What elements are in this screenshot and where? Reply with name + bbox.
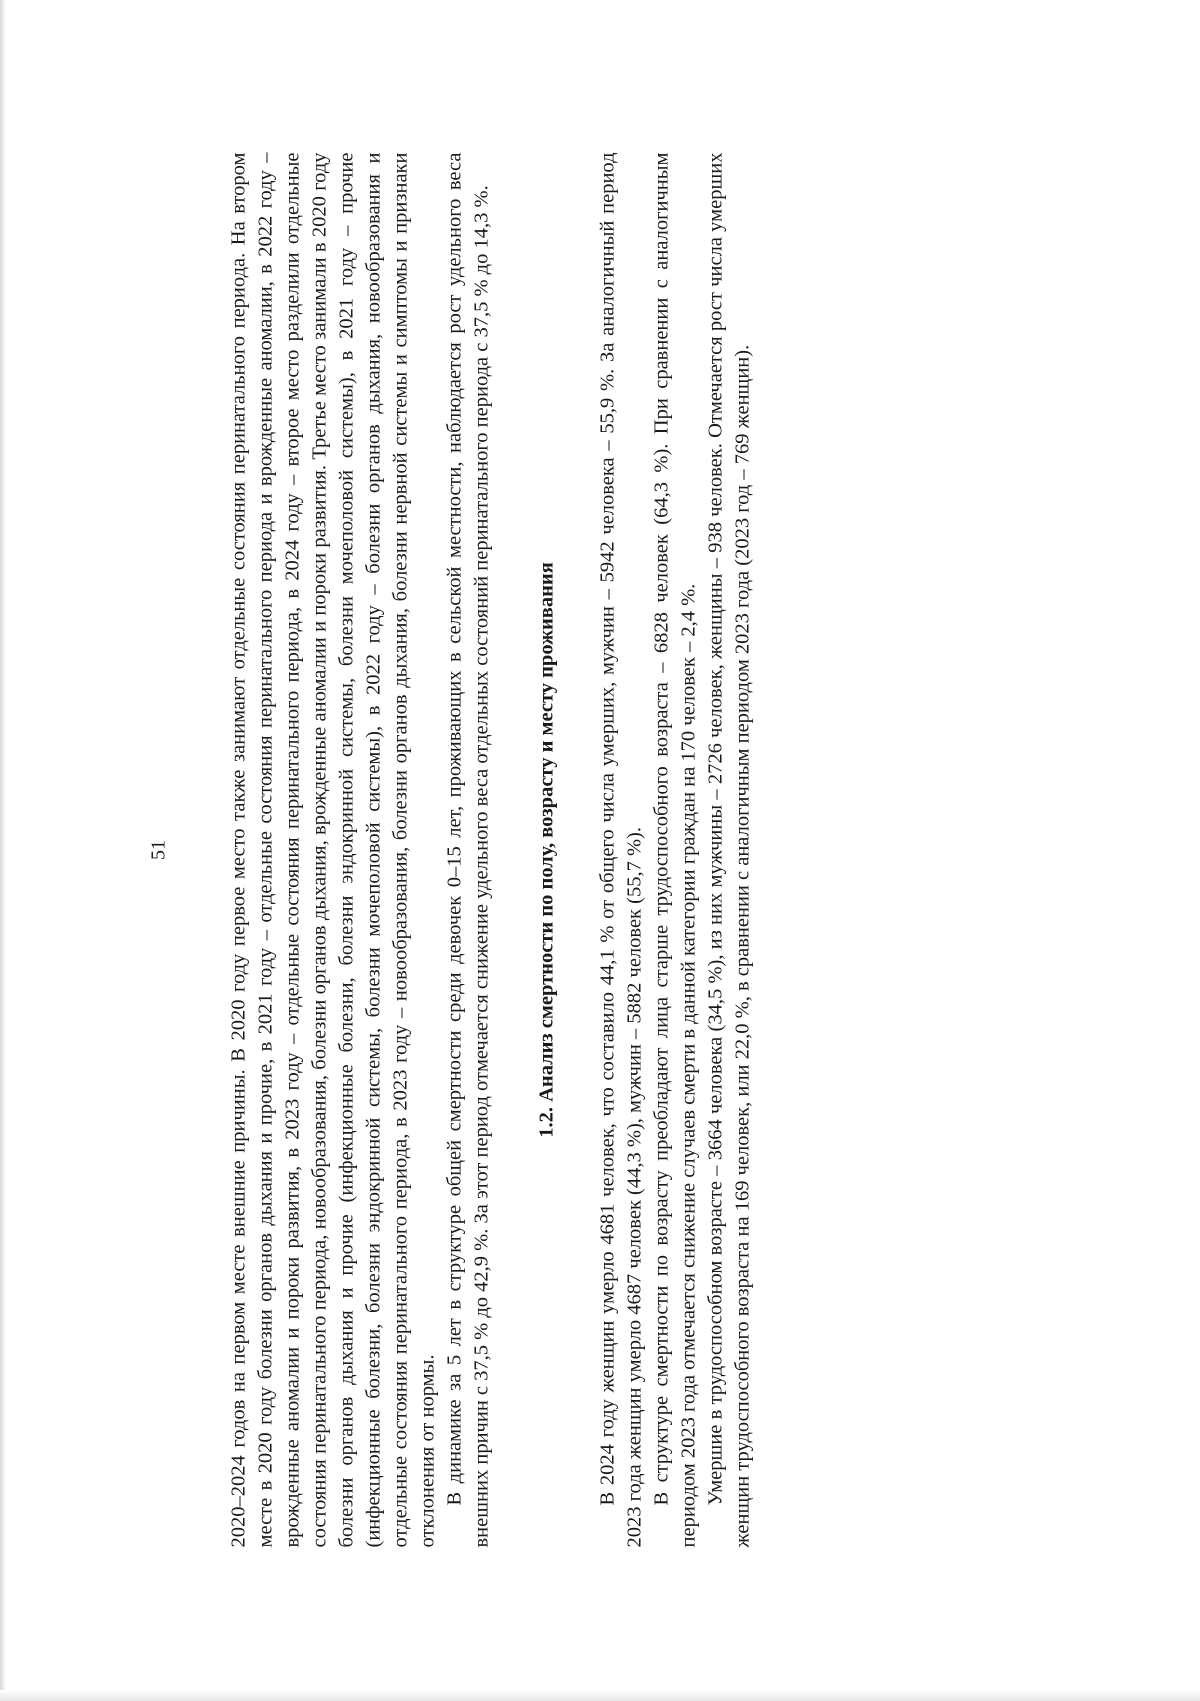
page-number: 51	[147, 840, 169, 860]
rotated-page-content	[145, 153, 925, 1548]
paragraph-mortality-by-sex: В 2024 году женщин умерло 4681 человек, что составило 44,1 % от общего числа умерших, мужчин – 5942 человека – 55,9 %. За аналогичный период 2023 года женщин умерло 4687 человек (44,3 %), мужчин – 5882 человек (55,7 %).	[596, 152, 645, 1548]
scan-bottom-edge	[0, 1690, 1200, 1701]
paragraph-dynamics-girls: В динамике за 5 лет в структуре общей смертности среди девочек 0–15 лет, проживающих в сельской местности, наблюдается рост удельного веса внешних причин с 37,5 % до 42,9 %. За этот период отмечается снижение удельного веса отдельных состояний перинатального периода с 37,5 % до 14,3 %.	[443, 152, 492, 1548]
paragraph-working-age: Умершие в трудоспособном возрасте – 3664 человека (34,5 %), из них мужчины – 2726 человек, женщины – 938 человек. Отмечается рост числа умерших женщин трудоспособного возраста на 169 человек, или 22,0 %, в сравнении с аналогичным периодом 2023 года (2023 год – 769 женщин).	[704, 152, 753, 1548]
paragraph-mortality-by-age: В структуре смертности по возрасту преобладают лица старше трудоспособного возраста – 6828 человек (64,3 %). При сравнении с аналогичным периодом 2023 года отмечается снижение случаев смерти в данной категории граждан на 170 человек – 2,4 %.	[650, 152, 699, 1548]
paragraph-causes-ranking: 2020–2024 годов на первом месте внешние причины. В 2020 году первое место также занимают отдельные состояния перинатального периода. На втором месте в 2020 году болезни органов дыхания и прочие, в 2021 году – отдельные состояния перинатального периода и врожденные аномалии, в 2022 году – врожденные аномалии и пороки развития, в 2023 году – отдельные состояния перинатального периода, в 2024 году – второе место разделили отдельные состояния перинатального периода, новообразования, болезни органов дыхания, врожденные аномалии и пороки развития. Третье место занимали в 2020 году болезни органов дыхания и прочие (инфекционные болезни, болезни эндокринной системы, болезни мочеполовой системы), в 2021 году – прочие (инфекционные болезни, болезни эндокринной системы, болезни мочеполовой системы), в 2022 году – болезни органов дыхания, новообразования и отдельные состояния перинатального периода, в 2023 году – новообразования, болезни органов дыхания, болезни нервной системы и симптомы и признаки отклонения от нормы.	[227, 152, 438, 1548]
scan-edge-shadow	[0, 0, 6, 1701]
section-heading: 1.2. Анализ смертности по полу, возрасту и месту проживания	[535, 562, 557, 1138]
body-text	[225, 153, 756, 1548]
